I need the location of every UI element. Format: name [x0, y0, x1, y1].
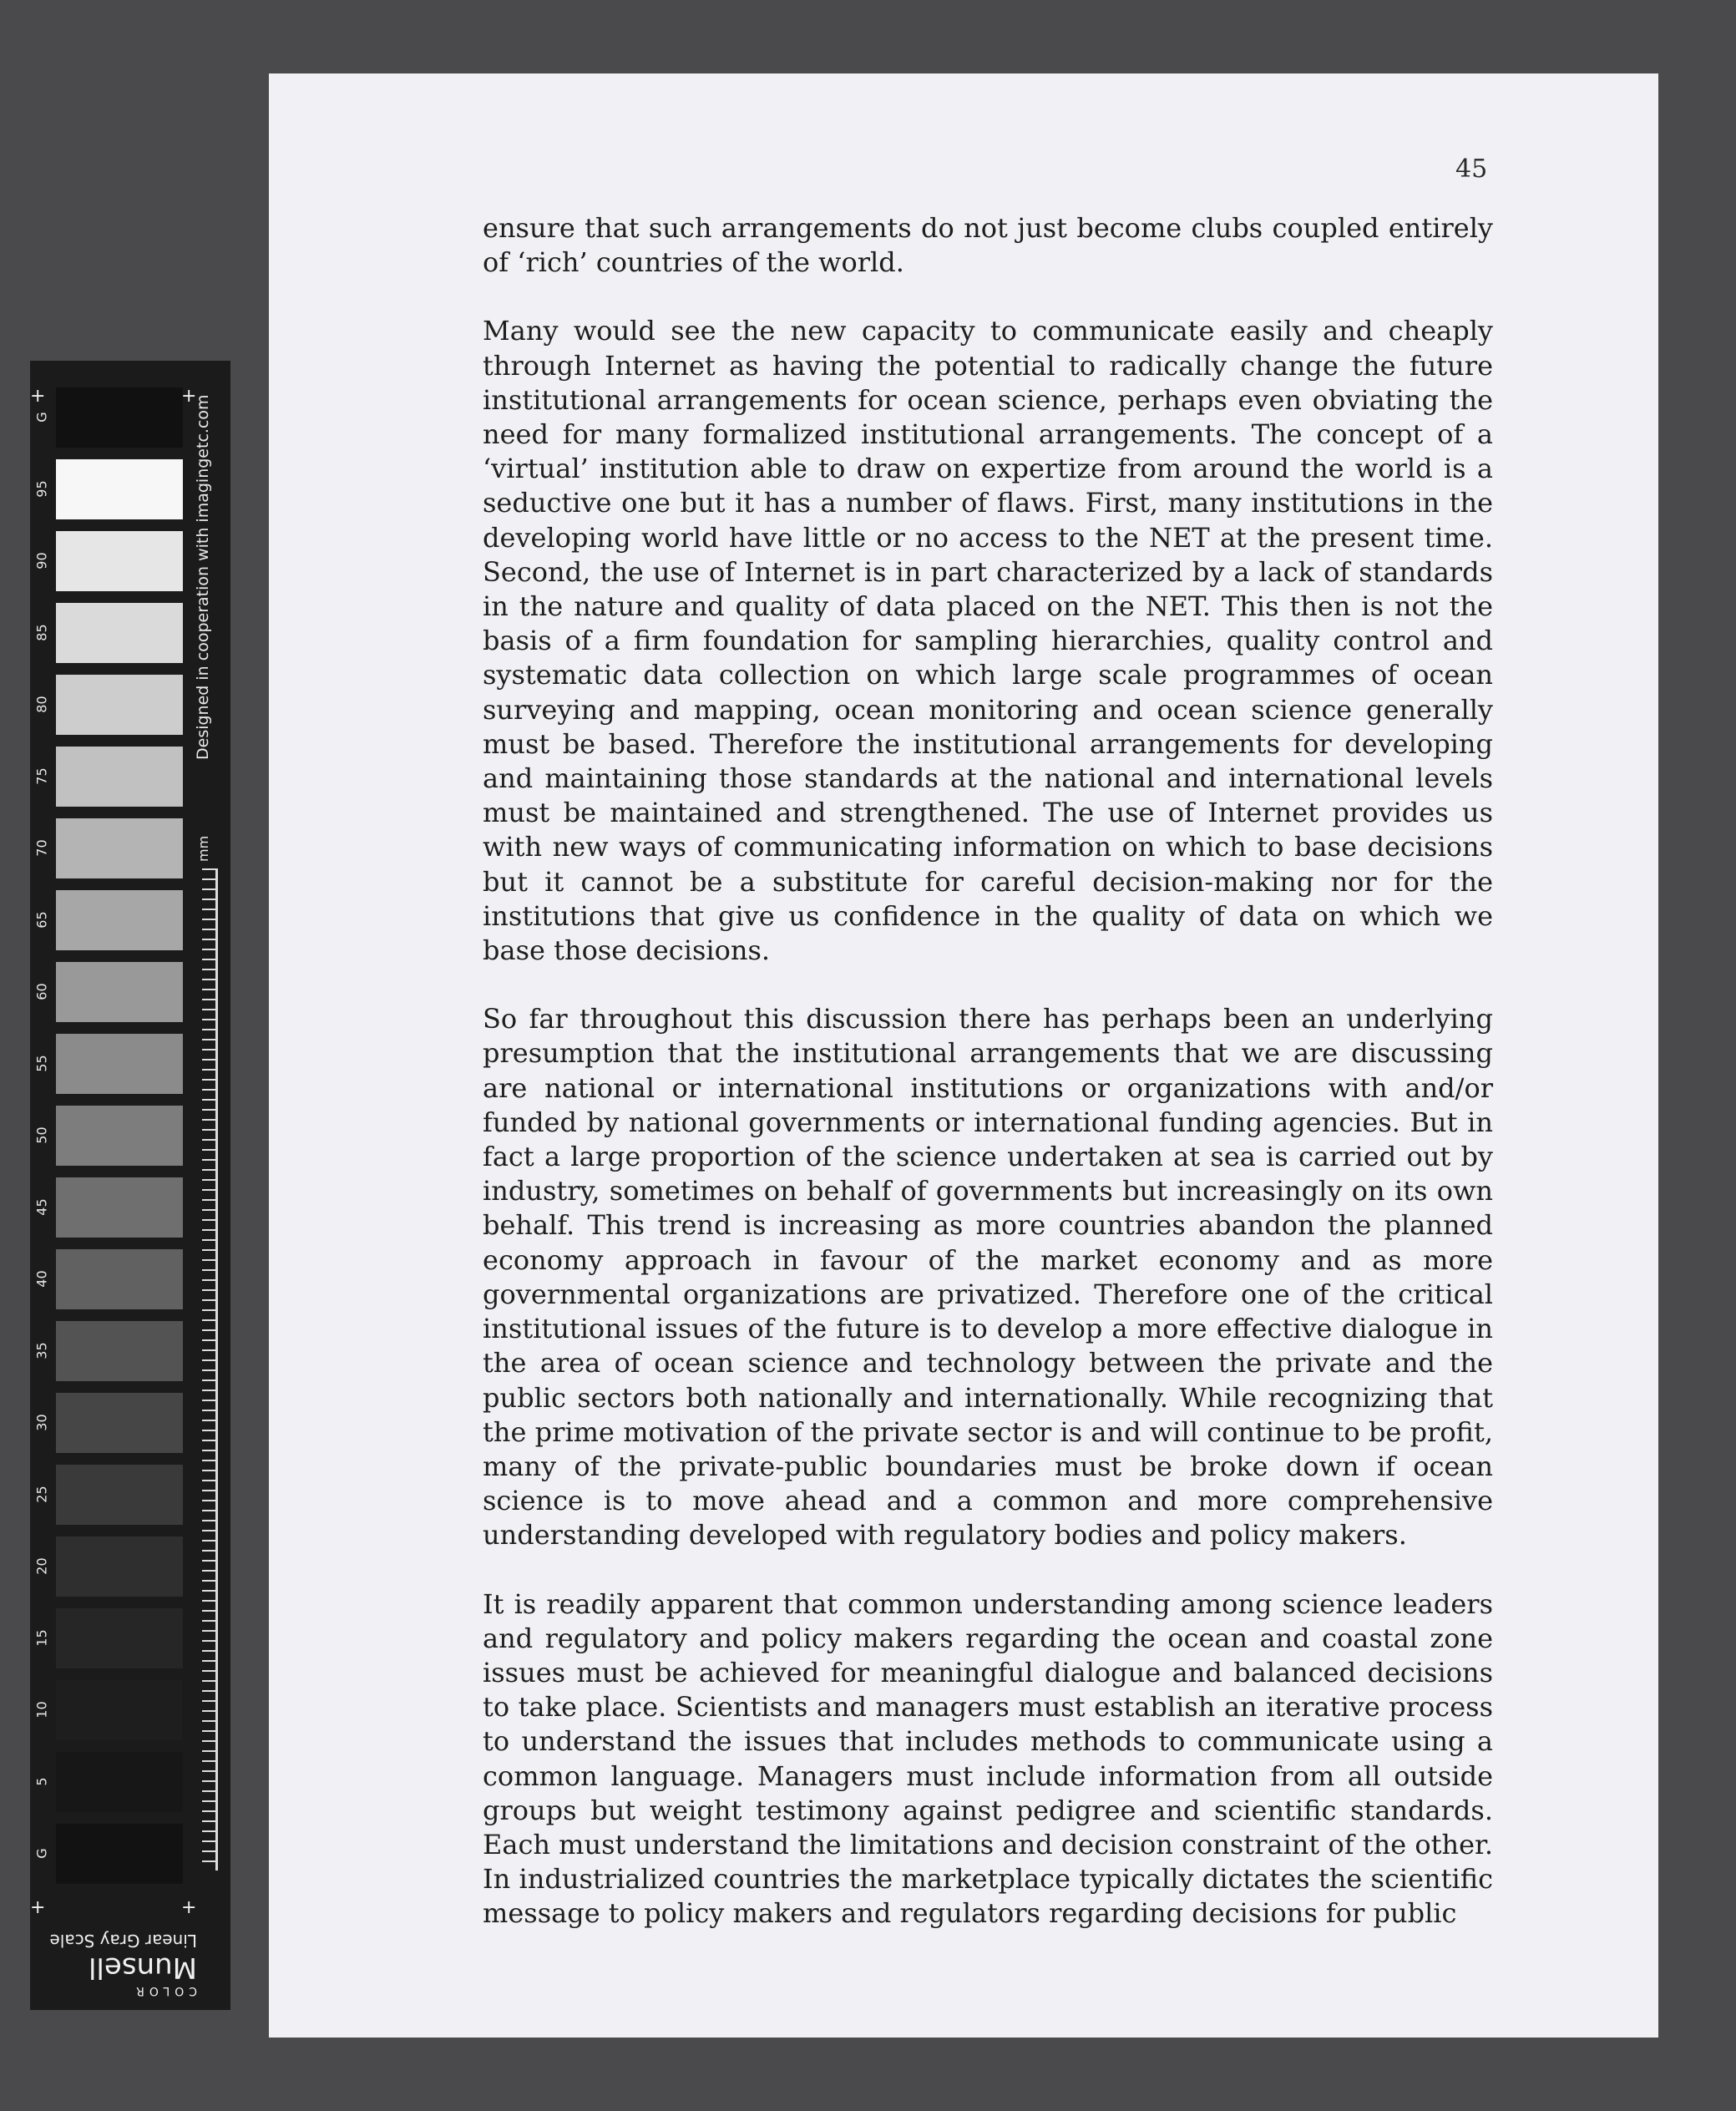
gray-patch: [56, 1608, 183, 1668]
gray-scale-label: 75: [33, 767, 50, 785]
gray-patch: [56, 1177, 183, 1238]
registration-mark: +: [30, 1897, 46, 1918]
gray-patch: [56, 1249, 183, 1309]
mm-ruler-line: [215, 868, 218, 1871]
gray-scale-label: 40: [33, 1270, 50, 1288]
gray-scale-label: 15: [33, 1629, 50, 1647]
paragraph: Many would see the new capacity to communicate easily and cheaply through Internet as having the potential to radically change the future institutional arrangements for ocean science, perhaps even obviating the need for many formalized institutional arrangements. The concept of a ‘virtual’ institution able to draw on expertize from around the world is a seductive one but it has a number of flaws. First, many institutions in the developing world have little or no access to the NET at the present time. Second, the use of Internet is in part characterized by a lack of standards in the nature and quality of data placed on the NET. This then is not the basis of a firm foundation for sampling hierarchies, quality control and systematic data collection on which large scale programmes of ocean surveying and mapping, ocean monitoring and ocean science generally must be based. Therefore the institutional arrangements for developing and maintaining those standards at the national and international levels must be maintained and strengthened. The use of Internet provides us with new ways of communicating information on which to base decisions but it cannot be a substitute for careful decision-making nor for the institutions that give us confidence in the quality of data on which we base those decisions.: [483, 315, 1493, 967]
gray-patch: [56, 1536, 183, 1597]
munsell-brand: [47, 1931, 197, 1997]
brand-title: Linear Gray Scale: [49, 1931, 197, 1951]
scale-mm-label: mm: [195, 835, 211, 862]
brand-name: Munsell: [89, 1951, 197, 1984]
gray-scale-label: 10: [33, 1701, 50, 1719]
gray-scale-label: 65: [33, 911, 50, 929]
registration-mark: +: [30, 386, 46, 407]
gray-patch: [56, 747, 183, 807]
gray-scale-label: 85: [33, 624, 50, 641]
gray-patch: [56, 1680, 183, 1740]
gray-patch: [56, 1824, 183, 1884]
gray-patch: [56, 962, 183, 1022]
gray-scale-label: 60: [33, 983, 50, 1000]
paragraph: So far throughout this discussion there has perhaps been an underlying presumption that the institutional arrangements that we are discussing are national or international institutions or organizations with and/or funded by national governments or international funding agencies. But in fact a large proportion of the science undertaken at sea is carried out by industry, sometimes on behalf of governments but increasingly on its own behalf. This trend is increasing as more countries abandon the planned economy approach in favour of the market economy and as more governmental organizations are privatized. Therefore one of the critical institutional issues of the future is to develop a more effective dialogue in the area of ocean science and technology between the private and the public sectors both nationally and internationally. While recognizing that the prime motivation of the private sector is and will continue to be profit, many of the private-public boundaries must be broke down if ocean science is to move ahead and a common and more comprehensive understanding developed with regulatory bodies and policy makers.: [483, 1003, 1493, 1552]
gray-scale-label: 35: [33, 1342, 50, 1359]
gray-scale-label: 80: [33, 696, 50, 713]
gray-scale-label: 70: [33, 839, 50, 857]
gray-patch: [56, 603, 183, 663]
gray-patch: [56, 890, 183, 950]
gray-patch: [56, 818, 183, 878]
gray-scale-label: 25: [33, 1486, 50, 1503]
gray-patch: [56, 1034, 183, 1094]
gray-scale-strip: [30, 361, 230, 2010]
gray-patch: [56, 387, 183, 448]
gray-patch: [56, 675, 183, 735]
gray-scale-label: G: [33, 1848, 50, 1859]
gray-patch: [56, 459, 183, 519]
brand-sub: COLOR: [131, 1984, 197, 1997]
gray-scale-label: 5: [33, 1777, 50, 1786]
gray-scale-label: 50: [33, 1126, 50, 1144]
gray-scale-label: 55: [33, 1055, 50, 1072]
paragraph: ensure that such arrangements do not just become clubs coupled entirely of ‘rich’ countries of the world.: [483, 212, 1493, 279]
paragraph: It is readily apparent that common understanding among science leaders and regulatory and policy makers regarding the ocean and coastal zone issues must be achieved for meaningful dialogue and balanced decisions to take place. Scientists and managers must establish an iterative process to understand the issues that includes methods to communicate using a common language. Managers must include information from all outside groups but weight testimony against pedigree and scientific standards. Each must understand the limitations and decision constraint of the other. In industrialized countries the marketplace typically dictates the scientific message to policy makers and regulators regarding decisions for public: [483, 1587, 1493, 1930]
gray-patch: [56, 1465, 183, 1525]
page-number: 45: [1455, 154, 1488, 184]
gray-scale-label: 30: [33, 1414, 50, 1431]
gray-scale-label: 20: [33, 1557, 50, 1575]
scale-credit: Designed in cooperation with imagingetc.com: [194, 394, 212, 760]
gray-scale-label: 95: [33, 480, 50, 498]
gray-scale-label: 90: [33, 552, 50, 570]
gray-scale-label: 45: [33, 1198, 50, 1216]
gray-patch: [56, 1393, 183, 1453]
gray-patch: [56, 531, 183, 591]
registration-mark: +: [181, 386, 197, 407]
gray-patch: [56, 1321, 183, 1381]
mm-ruler: [202, 868, 215, 1871]
gray-patch: [56, 1106, 183, 1166]
gray-scale-label: G: [33, 412, 50, 423]
gray-patch: [56, 1752, 183, 1812]
body-text: [483, 211, 1493, 1966]
registration-mark: +: [181, 1897, 197, 1918]
